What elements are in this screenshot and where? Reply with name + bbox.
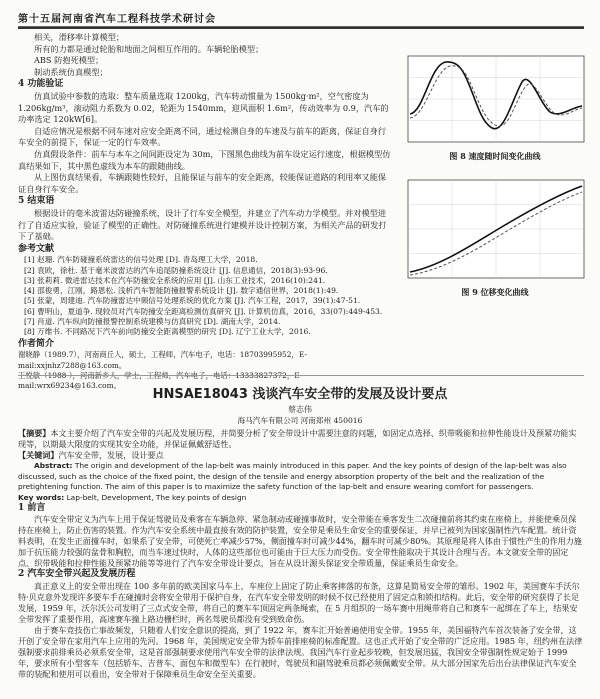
- figure-9: [400, 176, 590, 298]
- abstract-cn: [18, 428, 584, 450]
- keywords-cn: [18, 450, 584, 461]
- article-separator: [18, 375, 584, 376]
- abstract-cn-text: 本文主要介绍了汽车安全带的兴起及发展历程，并简要分析了安全带设计中需要注意的问题，如固定点选择、织带吸能和拉伸性能设计及预紧功能实现等，以期最大限度的实现其安全功能，并保证佩戴舒适性。: [18, 428, 577, 450]
- author-bio: 王悦敏（1988-），河南新乡人，学士，工程师，汽车电子，电话：13333827372，E-mail:wrx69234@163.com。: [18, 370, 303, 391]
- paragraph: 仿真假设条件：前车与本车之间间距设定为 30m，下图黑色曲线为前车设定运行速度，根据模型仿真结果如下，其中黑色虚线为本车的跟随曲线。: [18, 148, 391, 171]
- abstract-cn-label: 【摘要】: [18, 428, 51, 438]
- paragraph: 根据设计的毫米波雷达防碰撞系统，设计了行车安全模型，并建立了汽车动力学模型。并对模型进行了自适应实验，验证了模型的正确性。对防碰撞系统进行建模并设计控制方案，为相关产品的研发打下了基础。: [18, 207, 387, 242]
- keywords-cn-label: 【关键词】: [18, 450, 59, 461]
- journal-header: 第十五届河南省汽车工程科技学术研讨会: [18, 10, 584, 29]
- reference-item: [5] 张蒙，周建迪. 汽车防撞雷达中频信号处理系统的优化方案 [J]. 汽车工程，2017，39(1):47-51.: [24, 296, 361, 306]
- section-heading: 4 功能验证: [18, 79, 64, 90]
- paragraph: 制动系统仿真模型；: [34, 66, 108, 77]
- abstract-en-label: Abstract:: [34, 461, 73, 471]
- author-bio-heading: 作者简介: [18, 338, 55, 349]
- paragraph: ABS 防抱死模型；: [34, 55, 104, 66]
- reference-item: [4] 邵俊勇，江刚，路恩松. 浅析汽车智能防撞报警系统设计 [J]. 数字通信世界，2018(1):49.: [24, 286, 339, 296]
- abstract-en-text: The origin and development of the lap-belt was mainly introduced in this paper. And the key points of design of the lap-belt was also discussed, such as the choice of the fixed point, the design of the tensile and energy absorption property of the belt and the realization of the pretightening function. The aim of this paper is to maximize the safety function of the lap-belt and ensure wearing comfort for passengers.: [18, 461, 567, 492]
- article-affiliation: 海马汽车有限公司 河南郑州 450016: [237, 416, 363, 425]
- figure-caption: 图 8 速度随时间变化曲线: [449, 151, 541, 161]
- paragraph: 从上图仿真结果看，车辆跟随性较好，且能保证与前车的安全距离，较能保证道路的利用率又能保证自身行车安全。: [18, 172, 387, 194]
- displacement-plot: [400, 176, 590, 286]
- paragraph: 自适应情况是根据不同车速对应安全距离不同，通过检测自身的车速及与前车的距离，保证自身行车安全的前提下，保证一定的行车效率。: [18, 125, 387, 148]
- section-heading: 1 前言: [18, 502, 46, 513]
- upper-article-column: [18, 32, 393, 391]
- references-heading: 参考文献: [18, 243, 55, 254]
- velocity-plot: [400, 52, 590, 150]
- paragraph: 真正意义上的安全带出现在 100 多年前的欧美国家马车上，车座位上固定了防止乘客摔落的布条，这算是简易安全带的雏形。1902 年，美国赛车手沃尔特·贝克意外发现许多要车手在碰撞时会将安全带用于保护自身，在汽车安全带发明的时候不仅已经使用了固定点和锁扣结构。此后，安全带的研究获得了长足发展，1959 年，沃尔沃公司发明了三点式安全带，将自己的赛车车顶固定两条绳索，在 5 月组织的一场车赛中用绳带将自己和赛车一起绑在了车上，结果安全带发挥了重要作用，高速赛车撞上路边栅栏时，两名驾驶员都没有受到致命伤。: [18, 580, 580, 624]
- paragraph: 相关，滑移率计算模型；: [34, 32, 125, 42]
- header-rule: [18, 26, 584, 27]
- reference-item: [3] 张莉莉. 微进雷达技术在汽车防撞安全系统的应用 [J]. 山东工业技术，2016(10):241.: [24, 275, 326, 285]
- paragraph: 所有的力都是通过轮胎和地面之间相互作用的。车辆轮胎模型；: [34, 43, 264, 54]
- paragraph: 汽车安全带定义为汽车上用于保证驾驶员及乘客在车辆急停、紧急制动或碰撞事故时，安全带能在乘客发生二次碰撞前将其约束在座椅上，并能使乘员保持在座椅上，防止伤害的装置。作为汽车安全系统中最直接有效的防护装置，安全带是乘员生命安全的重要保证，并早已被列为国家强制性汽车配置。统计资料表明，在发生正面撞车时，如果系了安全带，可使死亡率减少57%，侧面撞车时可减少44%，翻车时可减少80%。其原理是将人体由于惯性产生的作用力施加于抗压能力较强的盆骨和胸腔，而当车速过快时，人体的这些部位也可能由于巨大压力而受伤。安全带性能取决于其设计合理与否。本文就安全带的固定点、织带吸能和拉伸性能及预紧功能等等进行了汽车安全带设计要点，旨在从设计源头保证安全带质量，保证乘员生命安全。: [18, 514, 582, 569]
- paragraph: 仿真试验中参数的选取：整车质量选取 1200kg，汽车转动惯量为 1500kg·m²，空气密度为 1.206kg/m³，滚动阻力系数为 0.02，轮距为 1540mm，迎风面积 1.6m²，传动效率为 0.9，汽车的功率选定 120kW[6]。: [18, 90, 389, 125]
- paragraph: 由于赛车竞技伤亡事故频发，只随着人们安全意识的提高，到了 1922 年，赛车汇开始普遍使用安全带。1955 年，美国福特汽车首次装备了安全带，这开创了安全带在家用汽车上应用的先河。1968 年，美国规定安全带为轿车前排座椅的标准配置。这也正式开始了安全带的广泛应用。1985 年，纽约州在法律强制要求前排乘员必须系安全带，这是首部强制要求使用汽车安全带的法律法规。我国汽车行业起步较晚，但发展迅猛，我国安全带强制性规定始于 1999 年，要求所有小型客车（包括轿车、吉普车、面包车和微型车）在行驶时，驾驶员和副驾驶乘员都必须佩戴安全带。从大部分国家先后出台法律保证汽车安全带的装配和使用可以看出，安全带对于保障乘员生命安全至关重要。: [18, 624, 583, 680]
- reference-item: [8] 万维书. 不同路况下汽车前向防撞安全距离模型的研究 [D]. 辽宁工业大学，2016.: [24, 327, 311, 337]
- section-heading: 5 结束语: [18, 196, 55, 207]
- keywords-cn-text: 汽车安全带，发展，设计要点: [58, 450, 164, 461]
- abstract-en: [18, 461, 584, 492]
- keywords-en-text: Lap-belt, Development, The key points of design: [66, 492, 247, 502]
- reference-item: [7] 肖道. 汽车纵向防撞报警控制系统建模与仿真研究 [D]. 湖南大学，2014.: [24, 317, 281, 327]
- figure-caption: 图 9 位移变化曲线: [461, 287, 529, 297]
- reference-item: [2] 袁欧，徐杜. 基于毫米波雷达的汽车追尾防撞系统设计 [J]. 信息通信，2018(3):93-96.: [24, 265, 328, 275]
- author-bio: 谢晓静（1989.7），河南商丘人，硕士，工程师，汽车电子，电话：18703995952，E-mail:xxjnhz7288@163.com。: [18, 350, 307, 370]
- reference-item: [1] 赵珊. 汽车防碰撞系统雷达的信号处理 [D]. 青岛理工大学，2018.: [24, 255, 258, 265]
- keywords-en: [18, 493, 584, 503]
- keywords-en-label: Key words:: [18, 492, 65, 502]
- section-heading: 2 汽车安全带兴起及发展历程: [18, 569, 136, 580]
- figure-8: [400, 52, 590, 162]
- reference-item: [6] 曹明山，夏道争. 现较员对汽车防撞安全距离检测仿真研究 [J]. 计算机仿真，2016，33(07):449-453.: [24, 306, 383, 316]
- article-body: [18, 428, 584, 680]
- article-author: 蔡志伟: [288, 405, 312, 414]
- article-title: HNSAE18043 浅谈汽车安全带的发展及设计要点: [152, 387, 448, 402]
